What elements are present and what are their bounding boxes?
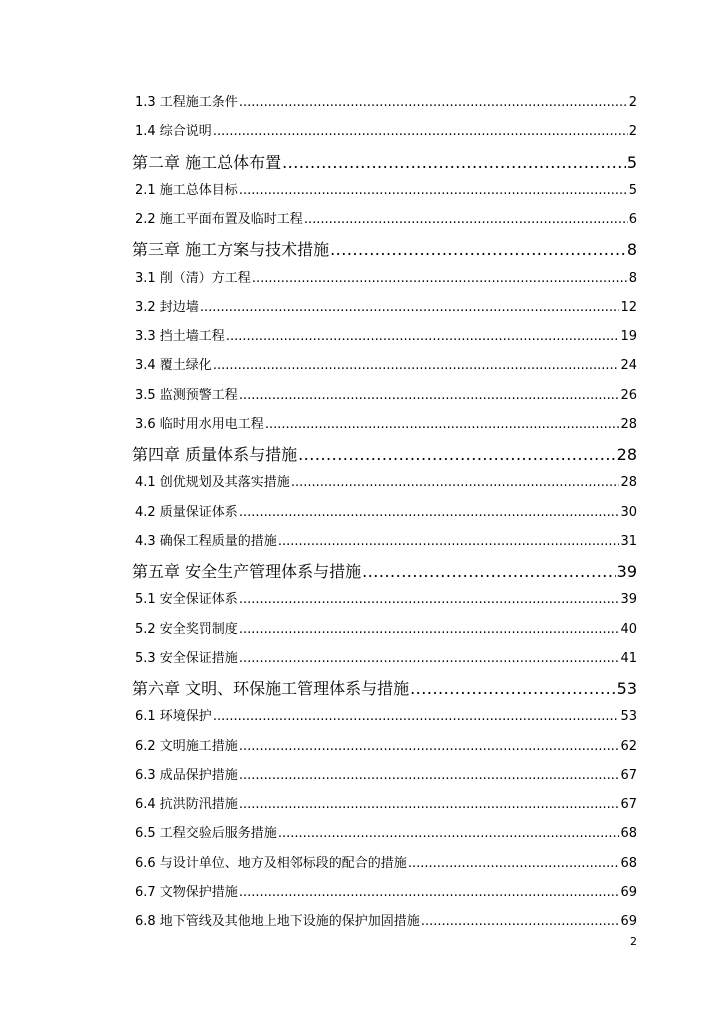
toc-entry-page: 8 (626, 240, 637, 260)
toc-entry-title: 4.1 创优规划及其落实措施 (135, 475, 290, 491)
toc-section-entry[interactable] (135, 822, 637, 841)
page-number: 2 (630, 935, 637, 948)
toc-section-entry[interactable] (135, 354, 637, 373)
toc-entry-title: 4.3 确保工程质量的措施 (135, 533, 277, 549)
toc-entry-page: 68 (620, 826, 637, 842)
toc-entry-page: 69 (620, 884, 637, 900)
dot-leader (239, 622, 620, 637)
toc-section-entry[interactable] (135, 705, 637, 724)
toc-chapter-entry[interactable] (132, 559, 637, 582)
dot-leader (362, 562, 616, 581)
dot-leader (239, 797, 620, 812)
toc-entry-title: 第三章 施工方案与技术措施 (132, 240, 330, 260)
toc-entry-title: 6.5 工程交验后服务措施 (135, 826, 277, 842)
toc-entry-title: 第六章 文明、环保施工管理体系与措施 (132, 679, 410, 698)
toc-chapter-entry[interactable] (132, 237, 637, 260)
toc-entry-title: 5.3 安全保证措施 (135, 650, 238, 666)
toc-entry-page: 28 (620, 475, 637, 491)
toc-section-entry[interactable] (135, 471, 637, 490)
toc-entry-title: 第二章 施工总体布置 (132, 152, 282, 172)
dot-leader (239, 885, 620, 900)
toc-entry-title: 3.3 挡土墙工程 (135, 329, 225, 344)
toc-section-entry[interactable] (135, 120, 637, 139)
toc-entry-title: 6.3 成品保护措施 (135, 767, 238, 783)
toc-entry-title: 3.6 临时用水用电工程 (135, 416, 264, 432)
toc-section-entry[interactable] (135, 296, 637, 315)
toc-section-entry[interactable] (135, 91, 637, 110)
toc-entry-page: 39 (616, 562, 637, 581)
dot-leader (213, 124, 628, 139)
toc-entry-title: 6.7 文物保护措施 (135, 884, 238, 900)
toc-entry-title: 1.3 工程施工条件 (135, 95, 238, 110)
dot-leader (239, 739, 620, 754)
toc-section-entry[interactable] (135, 764, 637, 783)
toc-entry-title: 3.1 削（清）方工程 (135, 270, 251, 286)
toc-entry-title: 3.2 封边墙 (135, 299, 199, 315)
toc-entry-page: 40 (620, 621, 637, 637)
toc-entry-page: 53 (616, 679, 637, 698)
toc-section-entry[interactable] (135, 852, 637, 871)
toc-entry-page: 31 (620, 533, 637, 549)
dot-leader (410, 679, 616, 698)
dot-leader (239, 388, 620, 403)
toc-entry-page: 30 (620, 504, 637, 520)
toc-entry-title: 第四章 质量体系与措施 (132, 445, 298, 464)
toc-chapter-entry[interactable] (132, 676, 637, 699)
toc-entry-page: 5 (626, 152, 637, 172)
toc-entry-page: 12 (620, 299, 637, 315)
toc-section-entry[interactable] (135, 325, 637, 344)
dot-leader (239, 95, 628, 110)
dot-leader (239, 592, 620, 607)
dot-leader (239, 768, 620, 783)
toc-entry-page: 28 (620, 416, 637, 432)
toc-entry-page: 26 (620, 387, 637, 403)
dot-leader (200, 300, 620, 315)
toc-entry-title: 6.6 与设计单位、地方及相邻标段的配合的措施 (135, 855, 407, 871)
dot-leader (239, 183, 628, 198)
dot-leader (298, 445, 616, 464)
toc-entry-title: 5.1 安全保证体系 (135, 592, 238, 608)
toc-section-entry[interactable] (135, 530, 637, 549)
toc-entry-title: 6.4 抗洪防汛措施 (135, 797, 238, 812)
toc-entry-page: 2 (628, 95, 637, 110)
toc-section-entry[interactable] (135, 588, 637, 607)
toc-entry-page: 62 (620, 738, 637, 754)
dot-leader (421, 914, 620, 929)
toc-entry-title: 4.2 质量保证体系 (135, 504, 238, 520)
toc-entry-title: 6.1 环境保护 (135, 709, 212, 725)
toc-entry-page: 41 (620, 650, 637, 666)
toc-section-entry[interactable] (135, 881, 637, 900)
toc-section-entry[interactable] (135, 618, 637, 637)
toc-entry-page: 39 (620, 592, 637, 608)
toc-section-entry[interactable] (135, 647, 637, 666)
dot-leader (408, 856, 620, 871)
toc-section-entry[interactable] (135, 208, 637, 227)
dot-leader (213, 358, 620, 373)
toc-entry-page: 6 (628, 212, 637, 227)
toc-entry-title: 2.1 施工总体目标 (135, 182, 238, 198)
toc-section-entry[interactable] (135, 735, 637, 754)
toc-section-entry[interactable] (135, 179, 637, 198)
dot-leader (278, 534, 620, 549)
toc-section-entry[interactable] (135, 910, 637, 929)
toc-entry-page: 67 (620, 797, 637, 812)
toc-entry-title: 6.8 地下管线及其他地上地下设施的保护加固措施 (135, 914, 420, 929)
dot-leader (304, 212, 628, 227)
toc-entry-page: 19 (620, 329, 637, 344)
dot-leader (239, 505, 620, 520)
toc-entry-title: 3.4 覆土绿化 (135, 358, 212, 374)
dot-leader (282, 153, 626, 172)
toc-entry-title: 2.2 施工平面布置及临时工程 (135, 212, 303, 227)
dot-leader (252, 271, 628, 286)
dot-leader (330, 240, 626, 259)
toc-entry-page: 24 (620, 358, 637, 374)
dot-leader (239, 651, 620, 666)
dot-leader (213, 709, 620, 724)
dot-leader (265, 417, 620, 432)
toc-entry-page: 8 (628, 270, 637, 286)
toc-entry-title: 3.5 监测预警工程 (135, 387, 238, 403)
toc-entry-page: 5 (628, 182, 637, 198)
toc-entry-page: 68 (620, 855, 637, 871)
dot-leader (278, 826, 620, 841)
toc-entry-page: 69 (620, 914, 637, 929)
toc-section-entry[interactable] (135, 501, 637, 520)
toc-section-entry[interactable] (135, 267, 637, 286)
toc-section-entry[interactable] (135, 384, 637, 403)
toc-entry-page: 67 (620, 767, 637, 783)
toc-entry-title: 5.2 安全奖罚制度 (135, 621, 238, 637)
toc-entry-title: 第五章 安全生产管理体系与措施 (132, 562, 362, 581)
toc-section-entry[interactable] (135, 793, 637, 812)
toc-entry-page: 28 (616, 445, 637, 464)
toc-section-entry[interactable] (135, 413, 637, 432)
toc-entry-page: 2 (628, 124, 637, 140)
toc-entry-title: 6.2 文明施工措施 (135, 738, 238, 754)
toc-entry-page: 53 (620, 709, 637, 725)
toc-chapter-entry[interactable] (132, 150, 637, 173)
toc-chapter-entry[interactable] (132, 442, 637, 465)
dot-leader (291, 475, 620, 490)
dot-leader (226, 329, 620, 344)
toc-entry-title: 1.4 综合说明 (135, 124, 212, 140)
